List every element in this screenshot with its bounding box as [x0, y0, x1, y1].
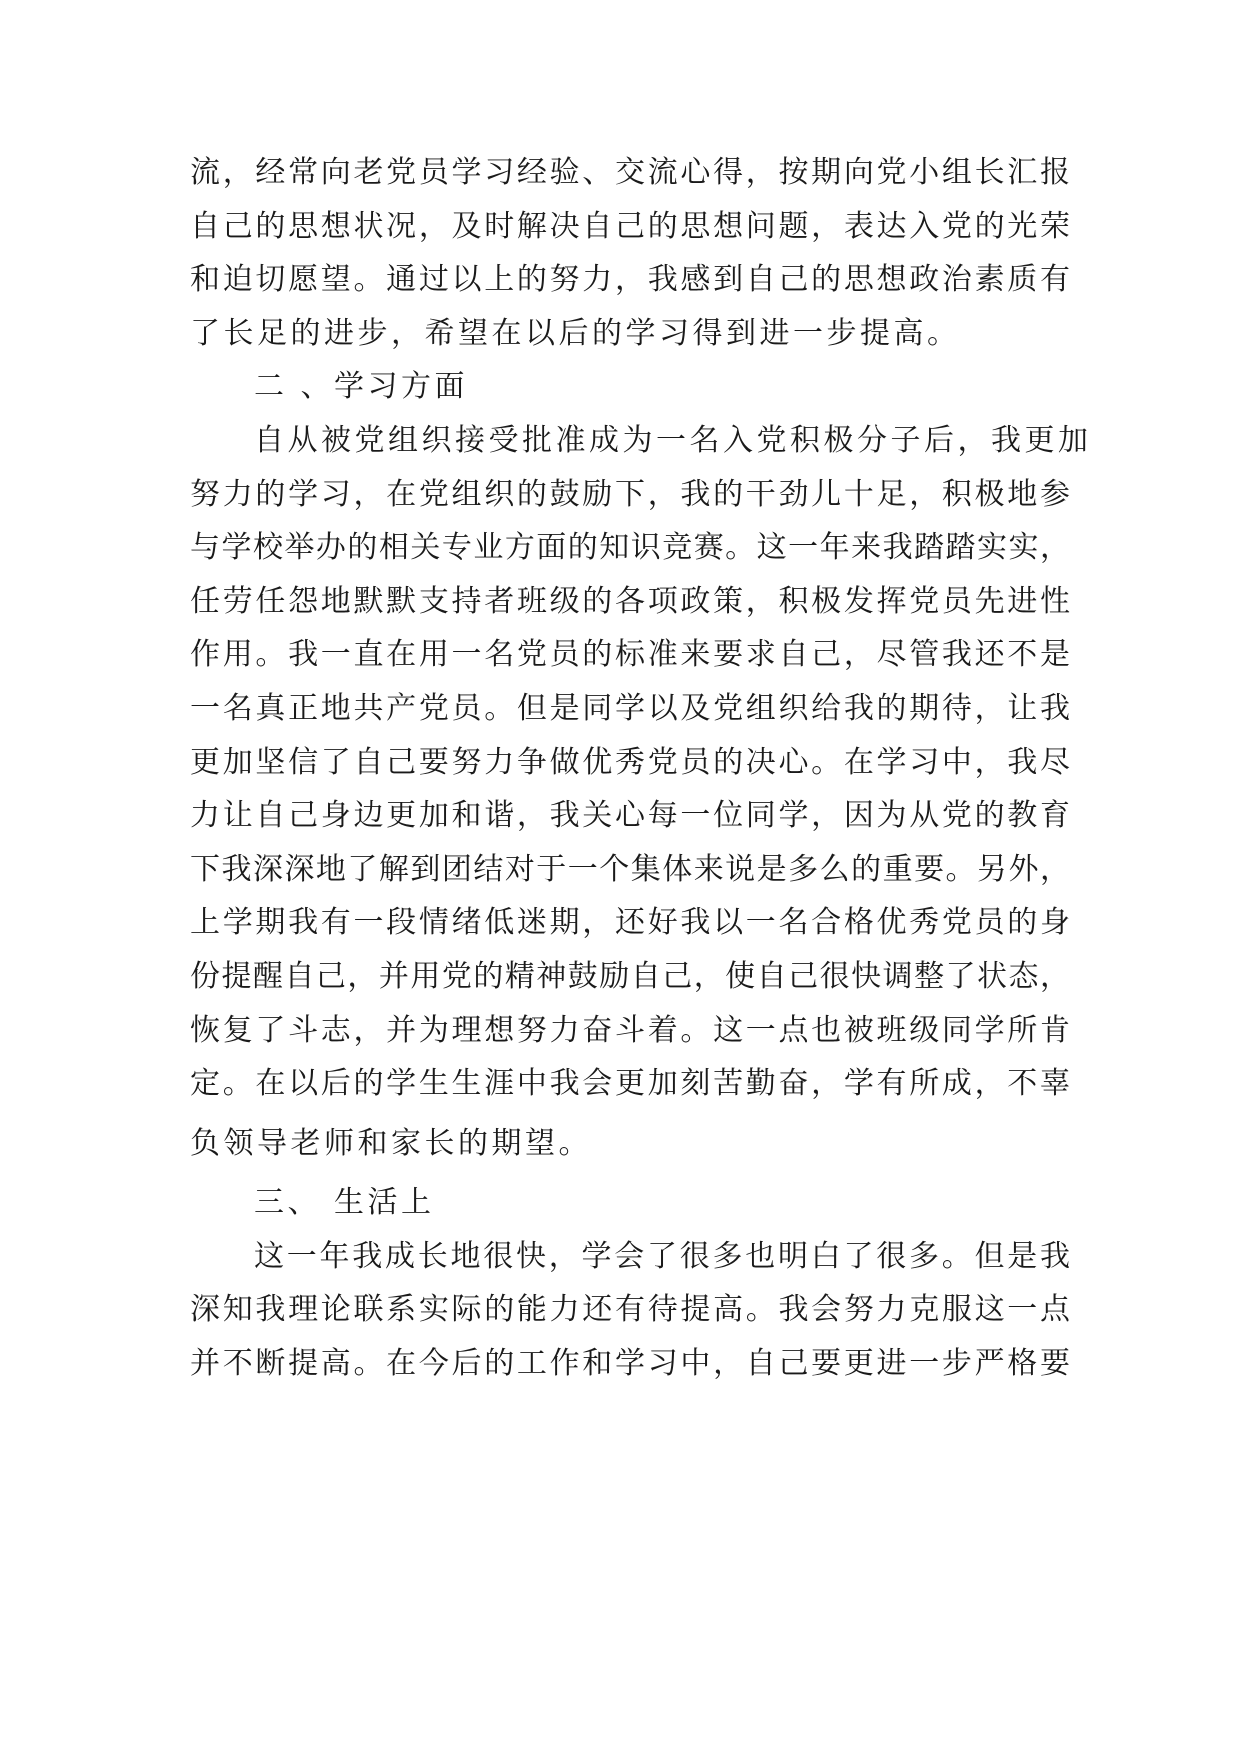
section-heading-study: 二 、学习方面 — [254, 369, 469, 405]
paragraph-line: 定。在以后的学生生涯中我会更加刻苦勤奋，学有所成，不辜 — [190, 1066, 1070, 1102]
paragraph-line: 上学期我有一段情绪低迷期，还好我以一名合格优秀党员的身 — [190, 905, 1070, 941]
paragraph-line: 力让自己身边更加和谐，我关心每一位同学，因为从党的教育 — [190, 798, 1070, 834]
paragraph-line: 与学校举办的相关专业方面的知识竞赛。这一年来我踏踏实实， — [190, 530, 1070, 566]
paragraph-line: 份提醒自己，并用党的精神鼓励自己，使自己很快调整了状态， — [190, 958, 1070, 994]
section-heading-life: 三、 生活上 — [254, 1185, 435, 1221]
paragraph-line: 努力的学习，在党组织的鼓励下，我的干劲儿十足，积极地参 — [190, 476, 1070, 512]
paragraph-line: 作用。我一直在用一名党员的标准来要求自己，尽管我还不是 — [190, 637, 1070, 673]
paragraph-line: 深知我理论联系实际的能力还有待提高。我会努力克服这一点 — [190, 1292, 1070, 1328]
paragraph-line: 恢复了斗志，并为理想努力奋斗着。这一点也被班级同学所肯 — [190, 1012, 1070, 1048]
paragraph-line: 并不断提高。在今后的工作和学习中，自己要更进一步严格要 — [190, 1346, 1070, 1382]
paragraph-line: 任劳任怨地默默支持者班级的各项政策，积极发挥党员先进性 — [190, 583, 1070, 619]
paragraph-line: 更加坚信了自己要努力争做优秀党员的决心。在学习中，我尽 — [190, 744, 1070, 780]
paragraph-line: 一名真正地共产党员。但是同学以及党组织给我的期待，让我 — [190, 690, 1070, 726]
paragraph-line: 了长足的进步，希望在以后的学习得到进一步提高。 — [190, 315, 961, 351]
paragraph-line: 流，经常向老党员学习经验、交流心得，按期向党小组长汇报 — [190, 155, 1070, 190]
paragraph-line: 下我深深地了解到团结对于一个集体来说是多么的重要。另外， — [190, 851, 1070, 887]
paragraph-line: 自从被党组织接受批准成为一名入党积极分子后，我更加 — [254, 422, 1092, 458]
paragraph-line: 这一年我成长地很快，学会了很多也明白了很多。但是我 — [254, 1238, 1070, 1274]
document-body — [190, 146, 1092, 1391]
paragraph-line: 和迫切愿望。通过以上的努力，我感到自己的思想政治素质有 — [190, 262, 1070, 298]
paragraph-line: 负领导老师和家长的期望。 — [190, 1125, 592, 1161]
paragraph-line: 自己的思想状况，及时解决自己的思想问题，表达入党的光荣 — [190, 208, 1070, 244]
